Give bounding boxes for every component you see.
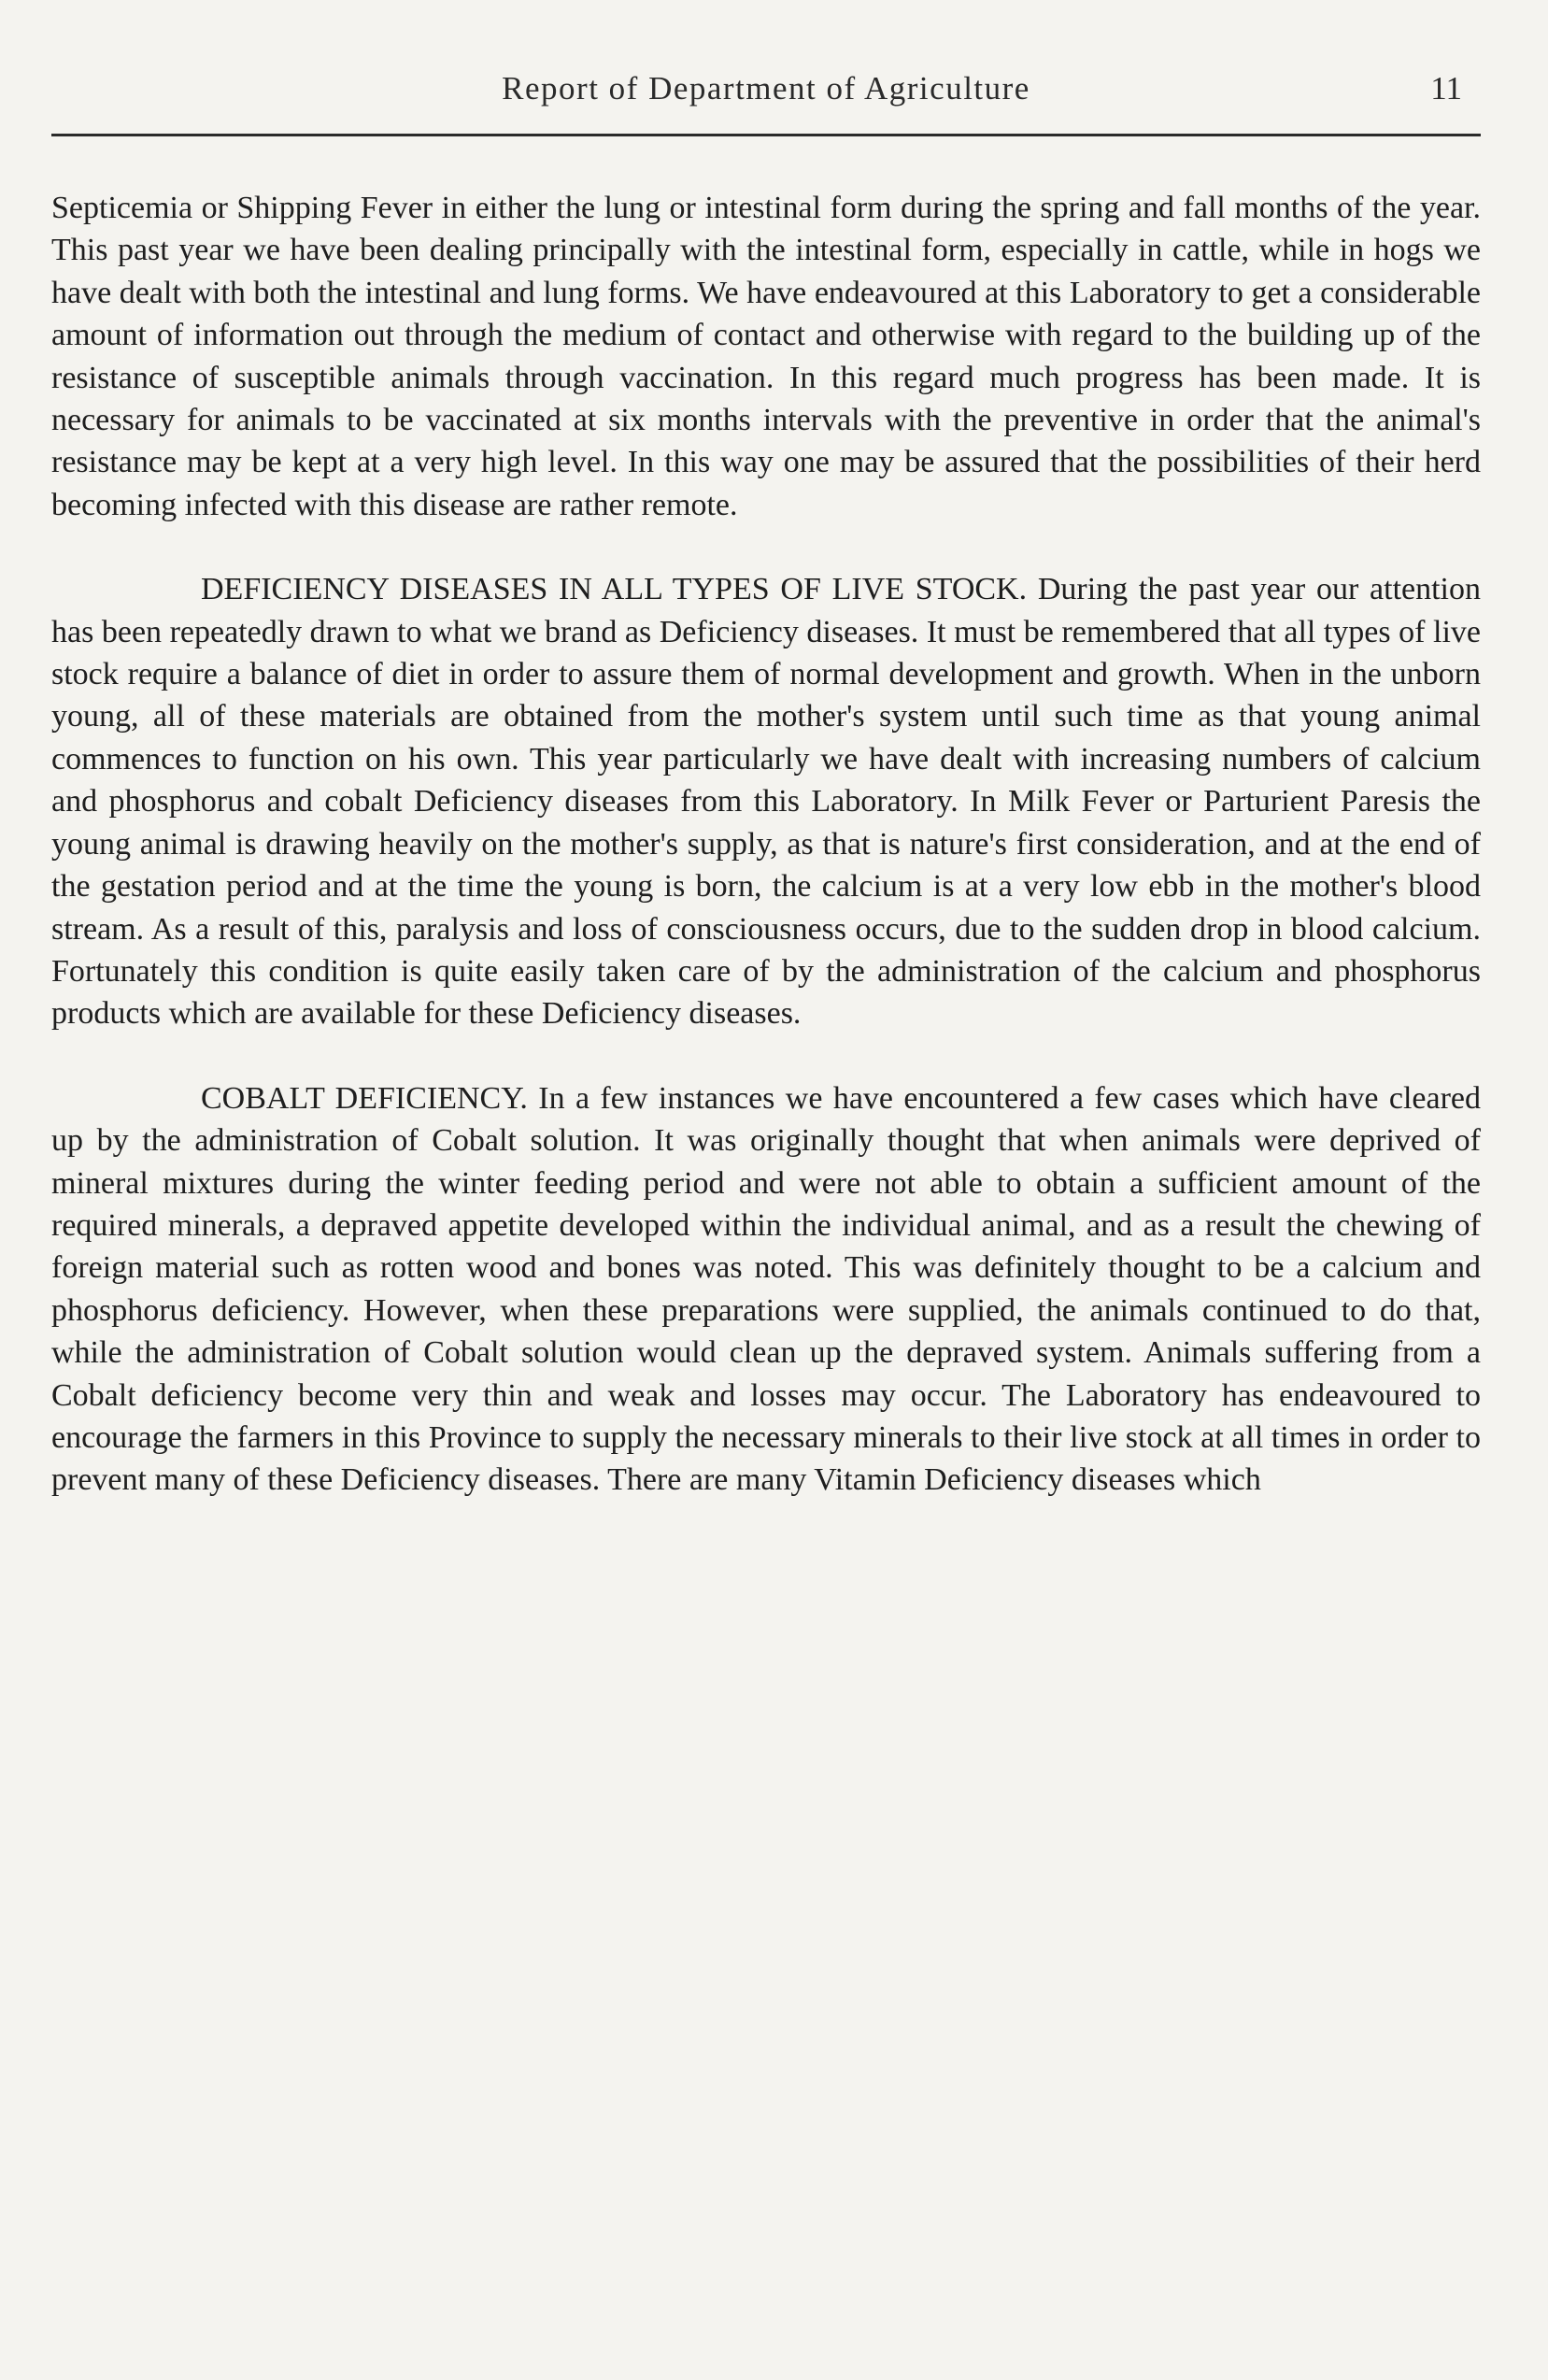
- body-text: [51, 187, 1481, 1502]
- running-title: Report of Department of Agriculture: [502, 70, 1030, 107]
- paragraph-deficiency-diseases: DEFICIENCY DISEASES IN ALL TYPES OF LIVE STOCK. During the past year our attention has been repeatedly drawn to what we brand as Deficiency diseases. It must be remembered that all types of live stock require a balance of diet in order to assure them of normal development and growth. When in the unborn young, all of these materials are obtained from the mother's system until such time as that young animal commences to function on his own. This year particularly we have dealt with increasing numbers of calcium and phosphorus and cobalt Deficiency diseases from this Laboratory. In Milk Fever or Parturient Paresis the young animal is drawing heavily on the mother's supply, as that is nature's first consideration, and at the end of the gestation period and at the time the young is born, the calcium is at a very low ebb in the mother's blood stream. As a result of this, paralysis and loss of consciousness occurs, due to the sudden drop in blood calcium. Fortunately this condition is quite easily taken care of by the administration of the calcium and phosphorus products which are available for these Deficiency diseases.: [51, 572, 1481, 1032]
- paragraph-septicemia: Septicemia or Shipping Fever in either the lung or intestinal form during the spring and fall months of the year. This past year we have been dealing principally with the intestinal form, especially in cattle, while in hogs we have dealt with both the intestinal and lung forms. We have endeavoured at this Laboratory to get a considerable amount of information out through the medium of contact and otherwise with regard to the building up of the resistance of susceptible animals through vaccination. In this regard much progress has been made. It is necessary for animals to be vaccinated at six months intervals with the preventive in order that the animal's resistance may be kept at a very high level. In this way one may be assured that the possibilities of their herd becoming infected with this disease are rather remote.: [51, 191, 1481, 522]
- paragraph-cobalt-deficiency: COBALT DEFICIENCY. In a few instances we have encountered a few cases which have cleared up by the administration of Cobalt solution. It was originally thought that when animals were deprived of mineral mixtures during the winter feeding period and were not able to obtain a sufficient amount of the required minerals, a depraved appetite developed within the individual animal, and as a result the chewing of foreign material such as rotten wood and bones was noted. This was definitely thought to be a calcium and phosphorus deficiency. However, when these preparations were supplied, the animals continued to do that, while the administration of Cobalt solution would clean up the depraved system. Animals suffering from a Cobalt deficiency become very thin and weak and losses may occur. The Laboratory has endeavoured to encourage the farmers in this Province to supply the necessary minerals to their live stock at all times in order to prevent many of these Deficiency diseases. There are many Vitamin Deficiency diseases which: [51, 1080, 1481, 1498]
- page-number: 11: [1430, 70, 1462, 107]
- running-header: [51, 70, 1481, 126]
- header-rule: [51, 134, 1481, 136]
